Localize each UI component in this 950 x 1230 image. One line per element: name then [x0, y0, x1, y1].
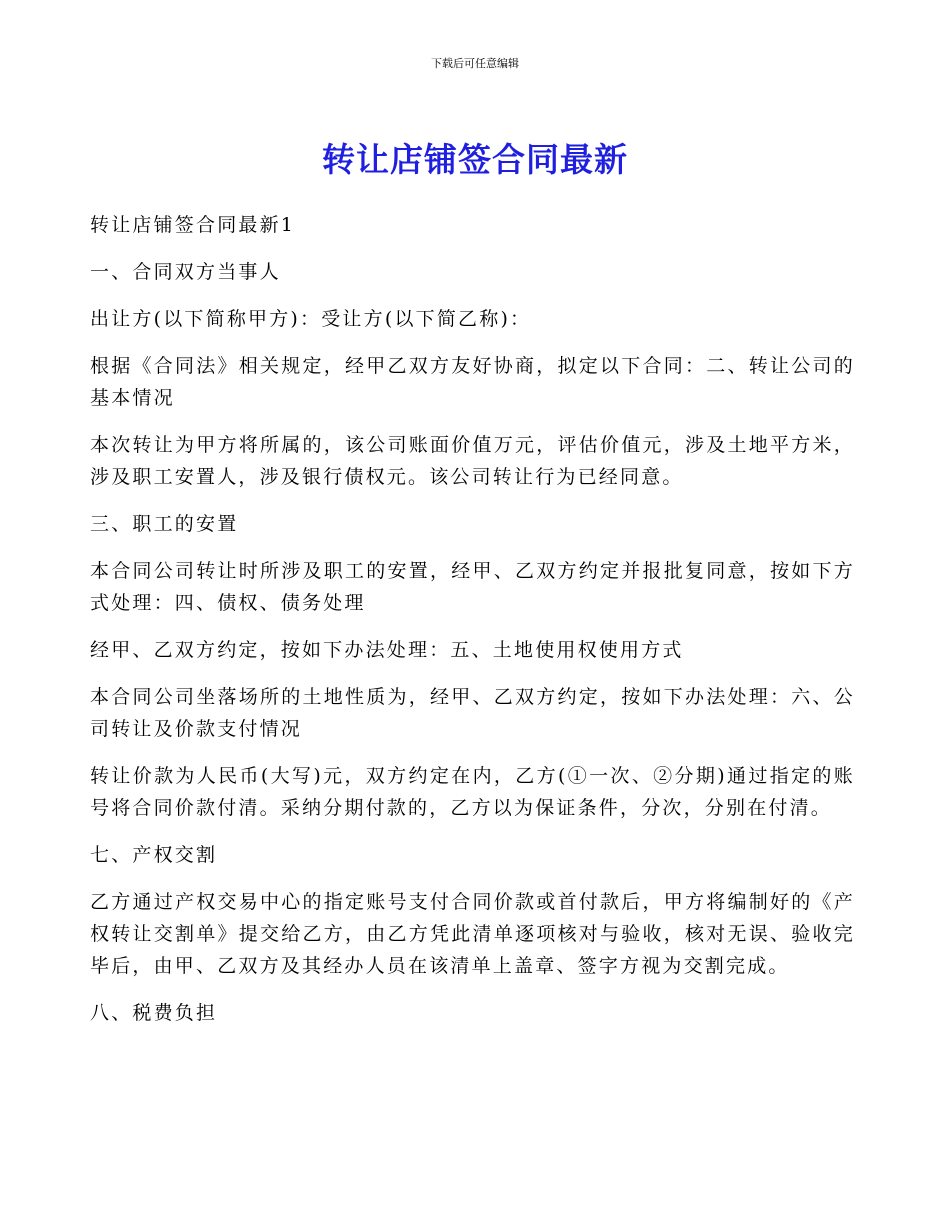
paragraph-doc-subtitle: 转让店铺签合同最新1 [90, 214, 296, 236]
paragraph-parties: 出让方(以下简称甲方)：受让方(以下简乙称)： [90, 308, 532, 330]
document-body [90, 209, 855, 1044]
paragraph-debt-handling: 经甲、乙双方约定，按如下办法处理：五、土地使用权使用方式 [90, 639, 684, 661]
document-title: 转让店铺签合同最新 [322, 140, 628, 179]
paragraph-land-use: 本合同公司坐落场所的土地性质为，经甲、乙双方约定，按如下办法处理：六、公司转让及价款支付情况 [90, 686, 855, 740]
paragraph-transfer-details: 本次转让为甲方将所属的，该公司账面价值万元，评估价值元，涉及土地平方米，涉及职工安置人，涉及银行债权元。该公司转让行为已经同意。 [90, 434, 855, 488]
paragraph-section-8-heading: 八、税费负担 [90, 1002, 218, 1024]
paragraph-section-1-heading: 一、合同双方当事人 [90, 261, 281, 283]
paragraph-basis: 根据《合同法》相关规定，经甲乙双方友好协商，拟定以下合同：二、转让公司的基本情况 [90, 355, 855, 409]
header-note: 下载后可任意编辑 [431, 57, 519, 70]
paragraph-section-3-heading: 三、职工的安置 [90, 513, 239, 535]
paragraph-section-7-heading: 七、产权交割 [90, 844, 218, 866]
paragraph-staff-placement: 本合同公司转让时所涉及职工的安置，经甲、乙双方约定并报批复同意，按如下方式处理：四、债权、债务处理 [90, 560, 855, 614]
paragraph-payment: 转让价款为人民币(大写)元，双方约定在内，乙方(①一次、②分期)通过指定的账号将合同价款付清。采纳分期付款的，乙方以为保证条件，分次，分别在付清。 [90, 765, 855, 819]
paragraph-property-handover: 乙方通过产权交易中心的指定账号支付合同价款或首付款后，甲方将编制好的《产权转让交割单》提交给乙方，由乙方凭此清单逐项核对与验收，核对无误、验收完毕后，由甲、乙双方及其经办人员在该清单上盖章、签字方视为交割完成。 [90, 891, 855, 977]
